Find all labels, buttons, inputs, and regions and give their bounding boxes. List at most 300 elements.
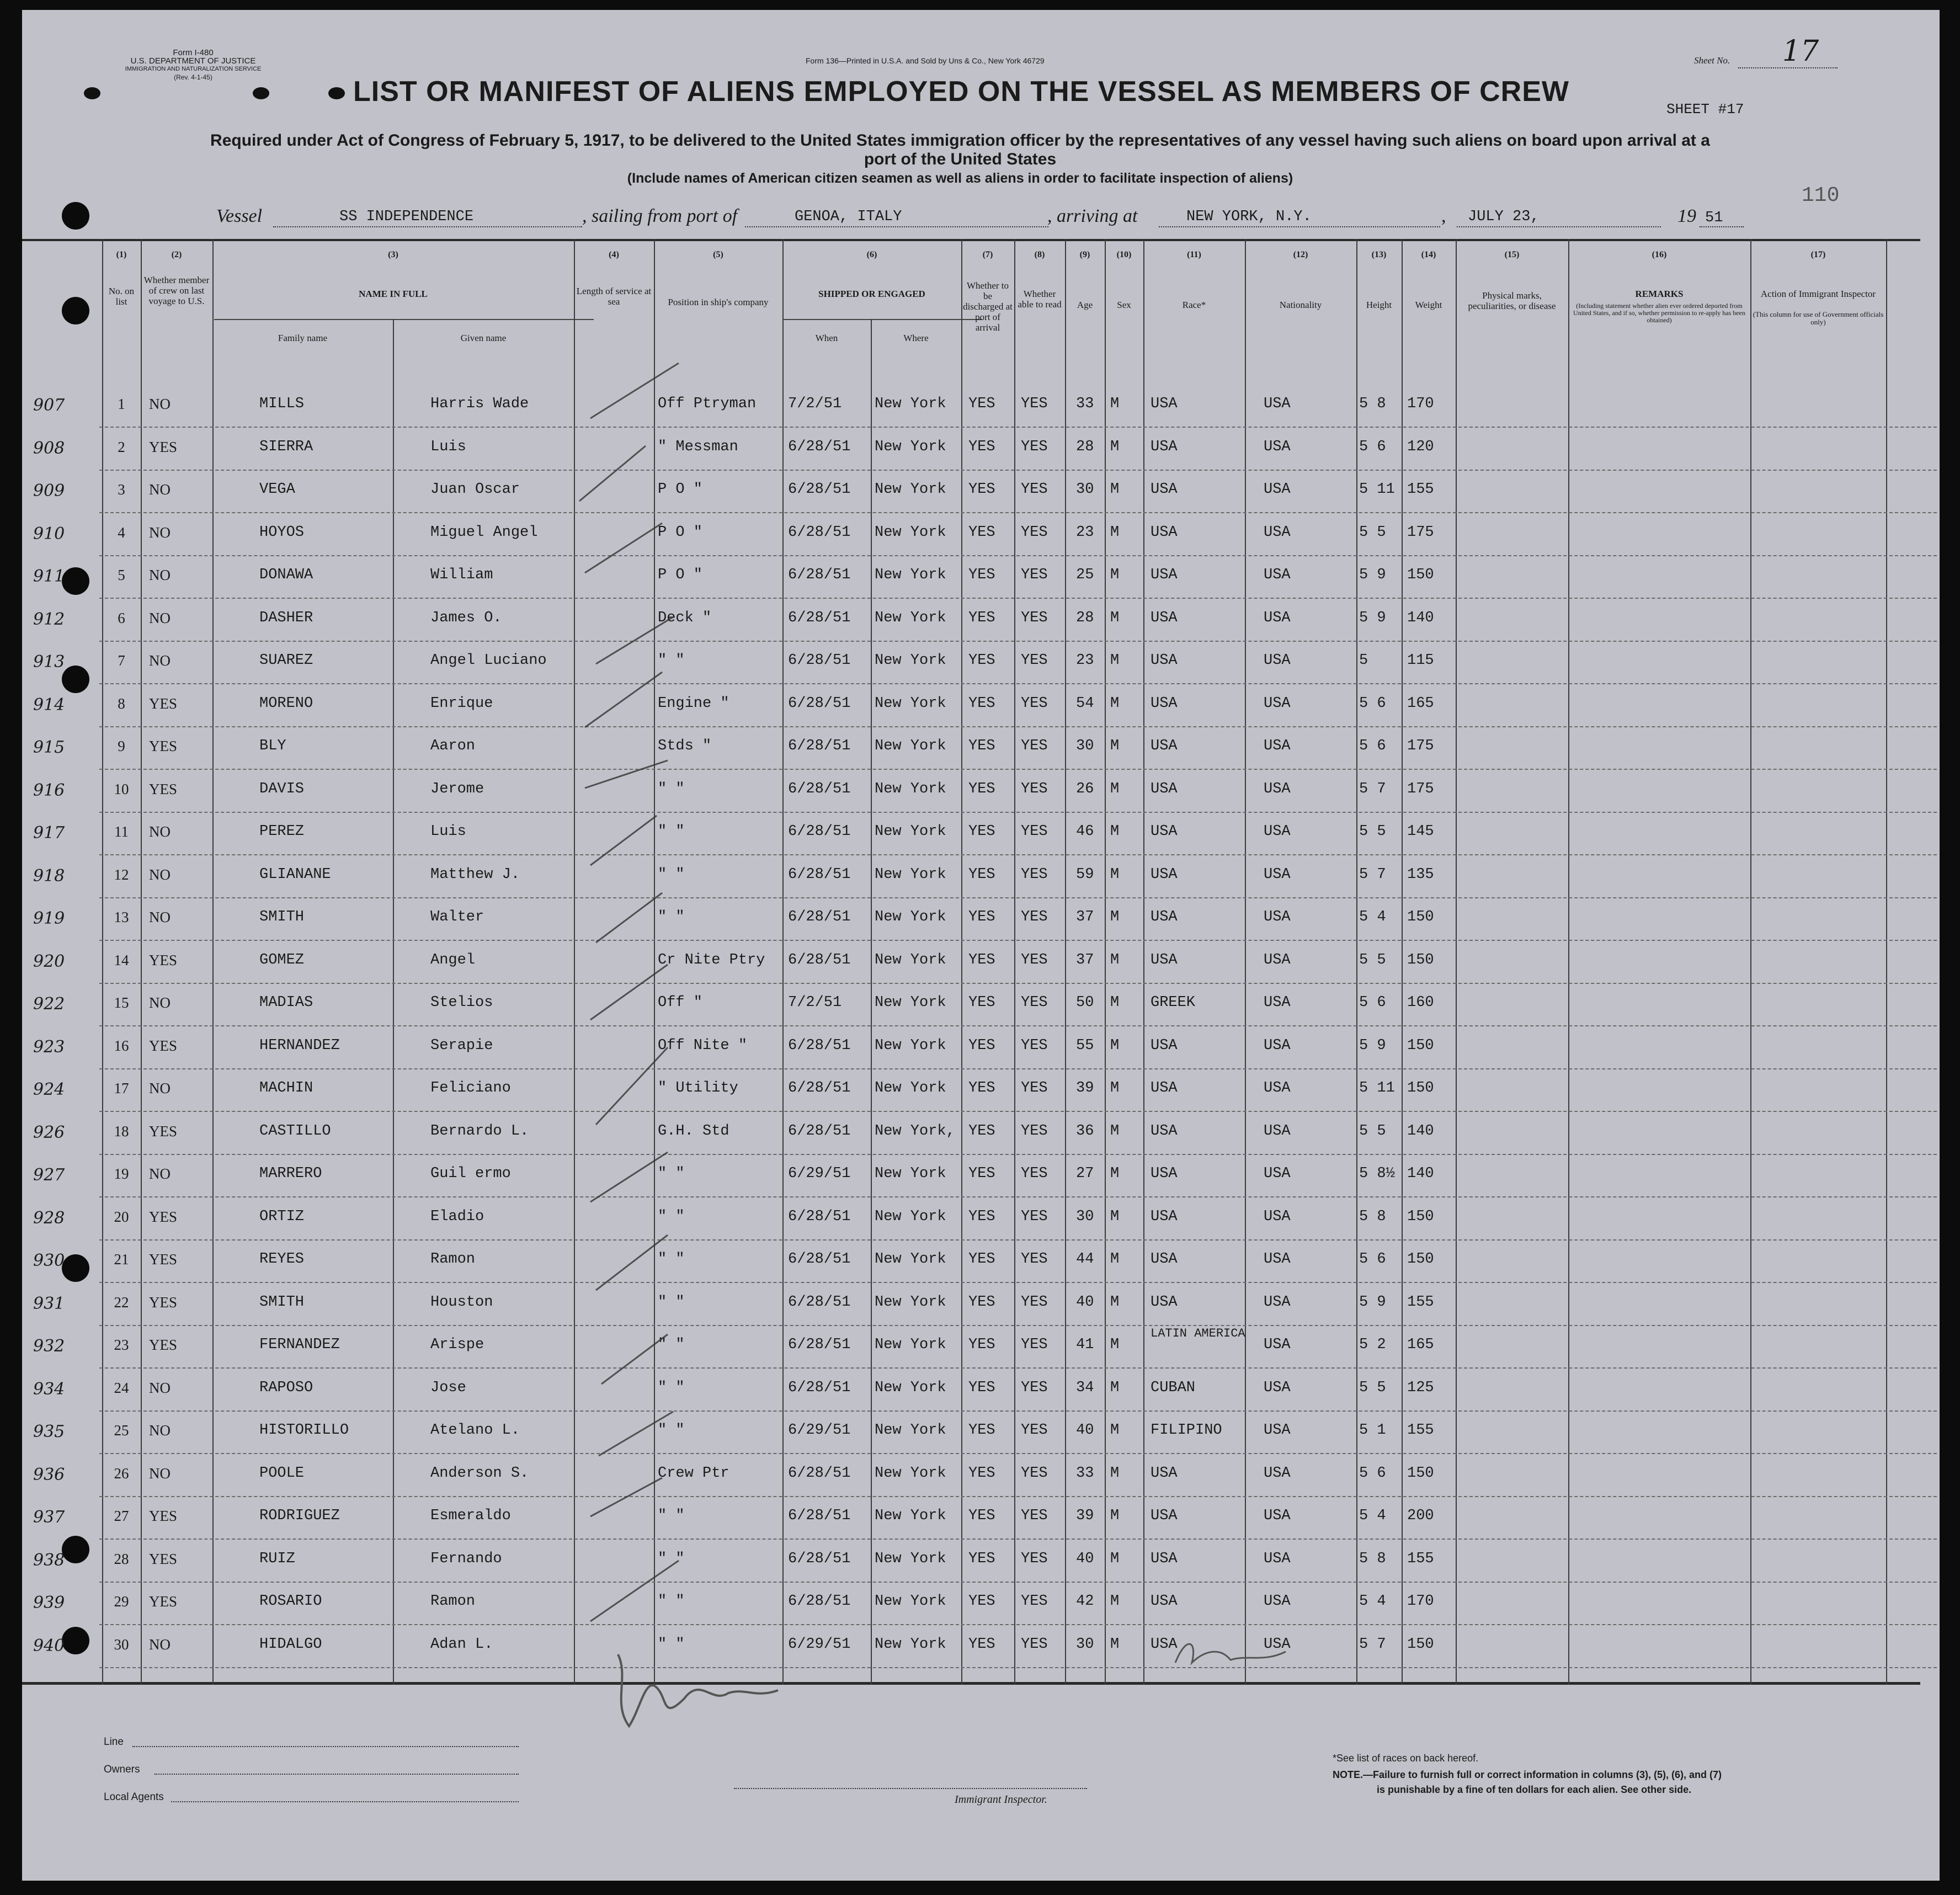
row-age: 23 [1076, 524, 1094, 541]
row-given-name: Angel [430, 951, 476, 968]
row-sex: M [1110, 1080, 1120, 1096]
row-given-name: Harris Wade [430, 396, 529, 412]
row-ref-number: 927 [33, 1165, 65, 1185]
row-age: 28 [1076, 609, 1094, 626]
row-position: " " [658, 1294, 685, 1311]
row-nationality: USA [1264, 1165, 1291, 1182]
row-given-name: Anderson S. [430, 1465, 529, 1482]
row-weight: 155 [1407, 1550, 1434, 1567]
form-revision: (Rev. 4-1-45) [174, 73, 212, 81]
row-position: " " [658, 1593, 685, 1610]
col-num-5: (5) [713, 250, 723, 259]
row-nationality: USA [1264, 1337, 1291, 1353]
row-nationality: USA [1264, 1122, 1291, 1140]
row-list-no: 3 [118, 481, 125, 498]
row-weight: 155 [1407, 1422, 1434, 1439]
row-nationality: USA [1264, 396, 1291, 412]
row-crew-status: YES [149, 1508, 178, 1524]
row-sex: M [1110, 609, 1120, 626]
row-weight: 175 [1407, 738, 1434, 754]
header-no-on-list: No. on list [108, 286, 135, 307]
header-inspector-note: (This column for use of Government officials only) [1753, 310, 1884, 326]
row-sex: M [1110, 524, 1120, 541]
arrival-date: JULY 23, [1468, 209, 1540, 225]
row-crew-status: NO [149, 524, 171, 541]
row-crew-status: NO [149, 609, 171, 626]
row-nationality: USA [1264, 909, 1291, 925]
header-discharged: Whether to be discharged at port of arrival [963, 280, 1013, 333]
row-height: 5 5 [1359, 524, 1386, 541]
date-line [1457, 226, 1661, 227]
row-ref-number: 922 [33, 994, 65, 1014]
row-ref-number: 931 [33, 1294, 65, 1313]
row-shipped-when: 6/28/51 [788, 780, 851, 797]
row-family-name: ORTIZ [259, 1208, 305, 1225]
row-shipped-when: 6/28/51 [788, 1122, 851, 1140]
row-shipped-where: New York [875, 780, 946, 797]
row-ref-number: 916 [33, 780, 65, 800]
row-list-no: 21 [114, 1251, 129, 1268]
row-shipped-where: New York [875, 738, 946, 754]
row-position: " " [658, 780, 685, 797]
row-ref-number: 924 [33, 1080, 65, 1099]
row-position: " " [658, 1251, 685, 1268]
row-sex: M [1110, 1379, 1120, 1396]
row-height: 5 9 [1359, 1294, 1386, 1311]
row-shipped-where: New York [875, 823, 946, 840]
row-age: 33 [1076, 396, 1094, 412]
stamp-number: 110 [1802, 184, 1840, 207]
row-list-no: 24 [114, 1379, 129, 1396]
row-sex: M [1110, 1636, 1120, 1653]
row-position: P O " [658, 524, 703, 541]
row-nationality: USA [1264, 1465, 1291, 1482]
row-weight: 170 [1407, 396, 1434, 412]
row-race: USA [1151, 823, 1178, 840]
row-ref-number: 917 [33, 823, 65, 843]
row-height: 5 8 [1359, 1550, 1386, 1567]
row-height: 5 11 [1359, 1080, 1395, 1096]
row-family-name: HERNANDEZ [259, 1037, 340, 1054]
row-family-name: REYES [259, 1251, 305, 1268]
row-age: 25 [1076, 567, 1094, 583]
subtitle-line-1: Required under Act of Congress of February 5, 1917, to be delivered to the United States immigration officer by the representatives of any vessel having such aliens on board upon arrival at a [210, 131, 1710, 150]
row-height: 5 9 [1359, 609, 1386, 626]
row-able-to-read: YES [1021, 695, 1048, 712]
row-shipped-when: 6/28/51 [788, 1037, 851, 1054]
row-race: USA [1151, 1251, 1178, 1268]
row-given-name: Serapie [430, 1037, 493, 1054]
row-ref-number: 937 [33, 1508, 65, 1527]
header-when: When [815, 333, 838, 343]
row-given-name: Adan L. [430, 1636, 493, 1653]
row-weight: 120 [1407, 438, 1434, 455]
row-shipped-when: 6/28/51 [788, 1593, 851, 1610]
header-crew-last-voyage: Whether member of crew on last voyage to U.S. [143, 275, 210, 306]
row-weight: 150 [1407, 1636, 1434, 1653]
row-race: USA [1151, 567, 1178, 583]
row-shipped-where: New York [875, 481, 946, 498]
row-height: 5 5 [1359, 823, 1386, 840]
col-num-6: (6) [866, 250, 877, 259]
row-race: USA [1151, 1508, 1178, 1524]
row-sex: M [1110, 909, 1120, 925]
row-position: Off Ptryman [658, 396, 757, 412]
row-ref-number: 923 [33, 1037, 65, 1057]
row-able-to-read: YES [1021, 1550, 1048, 1567]
row-height: 5 9 [1359, 1037, 1386, 1054]
row-crew-status: NO [149, 1465, 171, 1482]
penalty-note-2: is punishable by a fine of ten dollars for each alien. See other side. [1377, 1784, 1692, 1795]
sailing-label: , sailing from port of [582, 206, 738, 226]
service-name: IMMIGRATION AND NATURALIZATION SERVICE [125, 66, 262, 72]
row-height: 5 5 [1359, 951, 1386, 968]
header-remarks-note: (Including statement whether alien ever ordered deported from United States, and if so, whether permission to re-apply has been obtained) [1573, 302, 1745, 324]
row-position: " " [658, 823, 685, 840]
row-list-no: 15 [114, 994, 129, 1011]
row-position: G.H. Std [658, 1122, 729, 1140]
row-family-name: ROSARIO [259, 1593, 322, 1610]
col-num-13: (13) [1371, 250, 1387, 259]
row-position: Off " [658, 994, 703, 1011]
row-family-name: HOYOS [259, 524, 305, 541]
row-race: USA [1151, 909, 1178, 925]
row-sex: M [1110, 1508, 1120, 1524]
row-weight: 175 [1407, 780, 1434, 797]
row-given-name: Bernardo L. [430, 1122, 529, 1140]
row-age: 46 [1076, 823, 1094, 840]
table-row [33, 1030, 1937, 1069]
header-position: Position in ship's company [668, 297, 769, 307]
row-list-no: 17 [114, 1080, 129, 1096]
row-able-to-read: YES [1021, 396, 1048, 412]
row-sex: M [1110, 994, 1120, 1011]
row-shipped-when: 6/28/51 [788, 438, 851, 455]
row-given-name: Aaron [430, 738, 476, 754]
table-row [33, 1628, 1937, 1668]
row-crew-status: NO [149, 866, 171, 883]
row-shipped-where: New York [875, 951, 946, 968]
row-nationality: USA [1264, 1636, 1291, 1653]
table-row [33, 431, 1937, 471]
row-nationality: USA [1264, 1593, 1291, 1610]
row-ref-number: 910 [33, 524, 65, 544]
row-shipped-when: 6/28/51 [788, 1337, 851, 1353]
table-row [33, 1457, 1937, 1497]
row-nationality: USA [1264, 780, 1291, 797]
row-discharged: YES [968, 1251, 995, 1268]
row-weight: 115 [1407, 652, 1434, 669]
row-race: USA [1151, 438, 1178, 455]
arriving-label: , arriving at [1047, 206, 1138, 226]
row-age: 54 [1076, 695, 1094, 712]
row-height: 5 6 [1359, 1465, 1386, 1482]
inspector-label: Immigrant Inspector. [955, 1793, 1047, 1806]
row-ref-number: 908 [33, 438, 65, 458]
row-able-to-read: YES [1021, 1294, 1048, 1311]
table-row [33, 645, 1937, 684]
row-shipped-when: 6/29/51 [788, 1165, 851, 1182]
row-nationality: USA [1264, 1037, 1291, 1054]
handwritten-signature [607, 1643, 795, 1743]
row-race: FILIPINO [1151, 1422, 1222, 1439]
row-able-to-read: YES [1021, 652, 1048, 669]
row-height: 5 7 [1359, 1636, 1386, 1653]
row-shipped-where: New York [875, 609, 946, 626]
row-ref-number: 914 [33, 695, 65, 715]
row-shipped-when: 6/28/51 [788, 1550, 851, 1567]
row-able-to-read: YES [1021, 909, 1048, 925]
row-sex: M [1110, 1550, 1120, 1567]
row-given-name: Houston [430, 1294, 493, 1311]
col-num-15: (15) [1504, 250, 1520, 259]
row-crew-status: NO [149, 823, 171, 840]
row-given-name: Guil ermo [430, 1165, 511, 1182]
row-height: 5 5 [1359, 1379, 1386, 1396]
row-family-name: MARRERO [259, 1165, 322, 1182]
row-sex: M [1110, 866, 1120, 883]
footer-owners-label: Owners [104, 1764, 140, 1775]
row-sex: M [1110, 481, 1120, 498]
row-age: 36 [1076, 1122, 1094, 1140]
row-shipped-when: 6/28/51 [788, 1508, 851, 1524]
row-shipped-where: New York [875, 1337, 946, 1353]
row-shipped-where: New York [875, 1422, 946, 1439]
row-family-name: FERNANDEZ [259, 1337, 340, 1353]
row-shipped-where: New York, [875, 1122, 955, 1140]
row-family-name: SMITH [259, 909, 305, 925]
row-able-to-read: YES [1021, 1379, 1048, 1396]
table-row [33, 473, 1937, 513]
row-discharged: YES [968, 1122, 995, 1140]
row-age: 23 [1076, 652, 1094, 669]
row-height: 5 4 [1359, 1593, 1386, 1610]
form-id: Form I-480 [173, 48, 214, 57]
row-able-to-read: YES [1021, 567, 1048, 583]
row-weight: 165 [1407, 695, 1434, 712]
row-list-no: 20 [114, 1208, 129, 1225]
row-discharged: YES [968, 609, 995, 626]
row-discharged: YES [968, 1337, 995, 1353]
row-sex: M [1110, 951, 1120, 968]
table-row [33, 859, 1937, 898]
row-race: USA [1151, 652, 1178, 669]
row-height: 5 8 [1359, 396, 1386, 412]
row-crew-status: NO [149, 652, 171, 669]
inspector-signature-line [734, 1788, 1087, 1789]
row-weight: 135 [1407, 866, 1434, 883]
row-family-name: MACHIN [259, 1080, 313, 1096]
row-shipped-where: New York [875, 1550, 946, 1567]
row-able-to-read: YES [1021, 1208, 1048, 1225]
row-age: 33 [1076, 1465, 1094, 1482]
row-sex: M [1110, 1037, 1120, 1054]
row-nationality: USA [1264, 1208, 1291, 1225]
row-sex: M [1110, 1294, 1120, 1311]
row-discharged: YES [968, 567, 995, 583]
header-shipped-engaged: SHIPPED OR ENGAGED [818, 289, 925, 299]
row-race: USA [1151, 695, 1178, 712]
row-nationality: USA [1264, 1422, 1291, 1439]
row-age: 41 [1076, 1337, 1094, 1353]
row-height: 5 6 [1359, 438, 1386, 455]
row-weight: 150 [1407, 951, 1434, 968]
row-nationality: USA [1264, 738, 1291, 754]
row-nationality: USA [1264, 609, 1291, 626]
row-list-no: 2 [118, 438, 125, 455]
row-height: 5 6 [1359, 695, 1386, 712]
row-family-name: SUAREZ [259, 652, 313, 669]
row-shipped-when: 6/28/51 [788, 1208, 851, 1225]
row-list-no: 4 [118, 524, 125, 541]
row-shipped-where: New York [875, 909, 946, 925]
row-nationality: USA [1264, 524, 1291, 541]
row-age: 37 [1076, 909, 1094, 925]
table-row [33, 388, 1937, 428]
header-length-service: Length of service at sea [576, 286, 652, 307]
row-age: 26 [1076, 780, 1094, 797]
row-age: 30 [1076, 1636, 1094, 1653]
row-shipped-when: 6/28/51 [788, 909, 851, 925]
row-nationality: USA [1264, 1379, 1291, 1396]
row-height: 5 2 [1359, 1337, 1386, 1353]
row-discharged: YES [968, 866, 995, 883]
row-ref-number: 907 [33, 396, 65, 415]
row-race: USA [1151, 1037, 1178, 1054]
row-discharged: YES [968, 481, 995, 498]
row-position: " " [658, 1165, 685, 1182]
header-remarks: REMARKS [1635, 289, 1684, 299]
col-num-10: (10) [1116, 250, 1132, 259]
row-crew-status: YES [149, 1593, 178, 1610]
row-list-no: 18 [114, 1122, 129, 1140]
row-list-no: 23 [114, 1337, 129, 1353]
row-race: USA [1151, 1208, 1178, 1225]
row-family-name: RAPOSO [259, 1379, 313, 1396]
row-discharged: YES [968, 1037, 995, 1054]
row-nationality: USA [1264, 1080, 1291, 1096]
row-nationality: USA [1264, 652, 1291, 669]
row-weight: 140 [1407, 1165, 1434, 1182]
row-discharged: YES [968, 1593, 995, 1610]
row-shipped-where: New York [875, 1294, 946, 1311]
table-row [33, 1372, 1937, 1412]
row-race: LATIN AMERICA [1151, 1327, 1245, 1340]
row-shipped-where: New York [875, 1165, 946, 1182]
row-weight: 150 [1407, 1465, 1434, 1482]
row-discharged: YES [968, 1165, 995, 1182]
header-physical-marks: Physical marks, peculiarities, or disease [1468, 290, 1556, 311]
table-row [33, 901, 1937, 941]
row-sex: M [1110, 1337, 1120, 1353]
row-nationality: USA [1264, 567, 1291, 583]
row-shipped-when: 6/28/51 [788, 1294, 851, 1311]
row-shipped-when: 6/28/51 [788, 567, 851, 583]
arrival-line [1159, 226, 1440, 227]
table-row [33, 987, 1937, 1026]
row-discharged: YES [968, 738, 995, 754]
row-shipped-where: New York [875, 1593, 946, 1610]
row-able-to-read: YES [1021, 738, 1048, 754]
row-able-to-read: YES [1021, 1037, 1048, 1054]
row-shipped-when: 7/2/51 [788, 994, 842, 1011]
row-weight: 145 [1407, 823, 1434, 840]
row-position: " Utility [658, 1080, 738, 1096]
row-discharged: YES [968, 780, 995, 797]
row-list-no: 13 [114, 909, 129, 925]
row-given-name: Feliciano [430, 1080, 511, 1096]
row-crew-status: NO [149, 1379, 171, 1396]
row-age: 30 [1076, 481, 1094, 498]
row-position: " " [658, 1508, 685, 1524]
row-weight: 150 [1407, 1251, 1434, 1268]
row-family-name: POOLE [259, 1465, 305, 1482]
row-crew-status: NO [149, 994, 171, 1011]
row-weight: 140 [1407, 609, 1434, 626]
row-weight: 125 [1407, 1379, 1434, 1396]
row-crew-status: YES [149, 780, 178, 797]
row-crew-status: YES [149, 438, 178, 455]
row-shipped-when: 6/28/51 [788, 951, 851, 968]
row-position: " " [658, 1208, 685, 1225]
row-list-no: 28 [114, 1550, 129, 1567]
table-row [33, 1243, 1937, 1283]
row-discharged: YES [968, 1508, 995, 1524]
row-able-to-read: YES [1021, 951, 1048, 968]
row-able-to-read: YES [1021, 1422, 1048, 1439]
row-height: 5 6 [1359, 1251, 1386, 1268]
row-given-name: Matthew J. [430, 866, 520, 883]
row-sex: M [1110, 567, 1120, 583]
row-weight: 150 [1407, 1080, 1434, 1096]
row-sex: M [1110, 1422, 1120, 1439]
row-list-no: 29 [114, 1593, 129, 1610]
row-crew-status: YES [149, 1122, 178, 1140]
row-discharged: YES [968, 1550, 995, 1567]
row-age: 39 [1076, 1508, 1094, 1524]
handwritten-initials [1170, 1630, 1297, 1679]
table-bottom-rule [22, 1682, 1920, 1685]
row-discharged: YES [968, 695, 995, 712]
row-sex: M [1110, 1593, 1120, 1610]
row-able-to-read: YES [1021, 524, 1048, 541]
row-discharged: YES [968, 951, 995, 968]
row-weight: 165 [1407, 1337, 1434, 1353]
row-ref-number: 919 [33, 909, 65, 928]
row-race: USA [1151, 1080, 1178, 1096]
table-row [33, 688, 1937, 727]
row-discharged: YES [968, 524, 995, 541]
table-row [33, 944, 1937, 984]
row-nationality: USA [1264, 1508, 1291, 1524]
row-age: 34 [1076, 1379, 1094, 1396]
row-nationality: USA [1264, 951, 1291, 968]
row-weight: 150 [1407, 909, 1434, 925]
row-ref-number: 918 [33, 866, 65, 886]
header-family-name: Family name [278, 333, 328, 343]
row-race: USA [1151, 481, 1178, 498]
row-shipped-where: New York [875, 1037, 946, 1054]
row-shipped-where: New York [875, 396, 946, 412]
row-age: 42 [1076, 1593, 1094, 1610]
row-list-no: 26 [114, 1465, 129, 1482]
row-shipped-where: New York [875, 1636, 946, 1653]
year-prefix: 19 [1677, 206, 1696, 226]
row-given-name: Miguel Angel [430, 524, 538, 541]
row-height: 5 8 [1359, 1208, 1386, 1225]
row-family-name: DAVIS [259, 780, 305, 797]
row-crew-status: NO [149, 1636, 171, 1653]
